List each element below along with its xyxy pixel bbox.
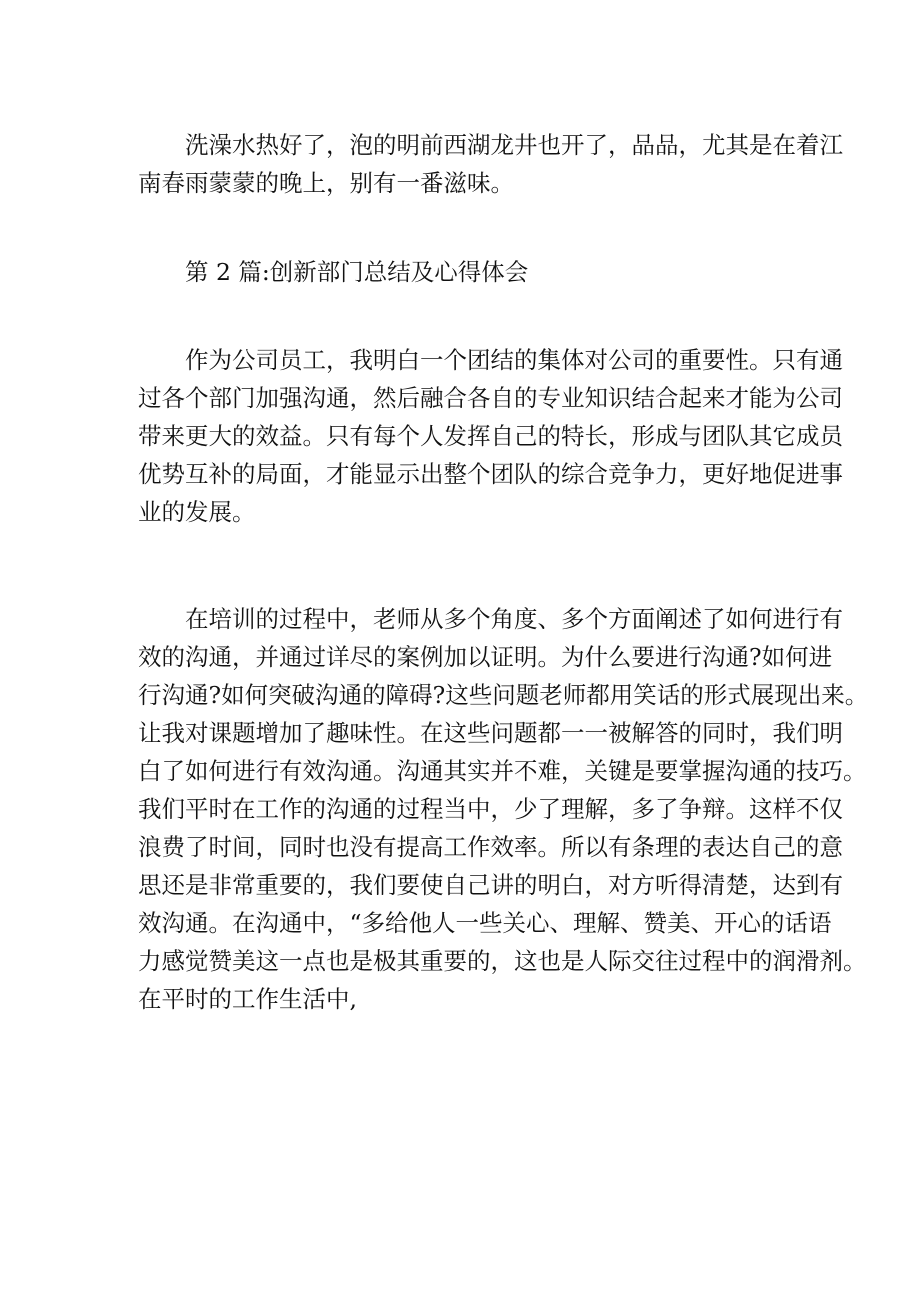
text-line: 思还是非常重要的，我们要使自己讲的明白，对方听得清楚，达到有 bbox=[138, 871, 843, 899]
text-line: 过各个部门加强沟通，然后融合各自的专业知识结合起来才能为公司 bbox=[138, 384, 843, 412]
heading-text: 第 2 篇:创新部门总结及心得体会 bbox=[185, 258, 529, 286]
text-line: 带来更大的效益。只有每个人发挥自己的特长，形成与团队其它成员 bbox=[138, 422, 843, 450]
text-line: 洗澡水热好了，泡的明前西湖龙井也开了，品品，尤其是在着江 bbox=[185, 131, 843, 159]
paragraph-training-reflection bbox=[138, 600, 869, 1018]
text-line: 力感觉赞美这一点也是极其重要的，这也是人际交往过程中的润滑剂。 bbox=[138, 947, 867, 975]
text-line: 让我对课题增加了趣味性。在这些问题都一一被解答的同时，我们明 bbox=[138, 719, 843, 747]
paragraph-closing-previous bbox=[138, 126, 843, 202]
text-line: 浪费了时间，同时也没有提高工作效率。所以有条理的表达自己的意 bbox=[138, 833, 843, 861]
text-line: 效的沟通，并通过详尽的案例加以证明。为什么要进行沟通?如何进 bbox=[138, 643, 833, 671]
text-line: 行沟通?如何突破沟通的障碍?这些问题老师都用笑话的形式展现出来。 bbox=[138, 681, 869, 709]
text-line: 效沟通。在沟通中，“多给他人一些关心、理解、赞美、开心的话语 bbox=[138, 909, 832, 937]
text-line: 业的发展。 bbox=[138, 498, 256, 526]
text-line: 白了如何进行有效沟通。沟通其实并不难，关键是要掌握沟通的技巧。 bbox=[138, 757, 867, 785]
section-heading bbox=[138, 253, 798, 291]
text-line: 我们平时在工作的沟通的过程当中，少了理解，多了争辩。这样不仅 bbox=[138, 795, 843, 823]
paragraph-team-communication bbox=[138, 341, 843, 531]
text-line: 南春雨蒙蒙的晚上，别有一番滋味。 bbox=[138, 169, 514, 197]
text-line: 作为公司员工，我明白一个团结的集体对公司的重要性。只有通 bbox=[185, 346, 843, 374]
text-line: 在平时的工作生活中, bbox=[138, 985, 357, 1013]
text-line: 优势互补的局面，才能显示出整个团队的综合竞争力，更好地促进事 bbox=[138, 460, 843, 488]
text-line: 在培训的过程中，老师从多个角度、多个方面阐述了如何进行有 bbox=[185, 605, 843, 633]
